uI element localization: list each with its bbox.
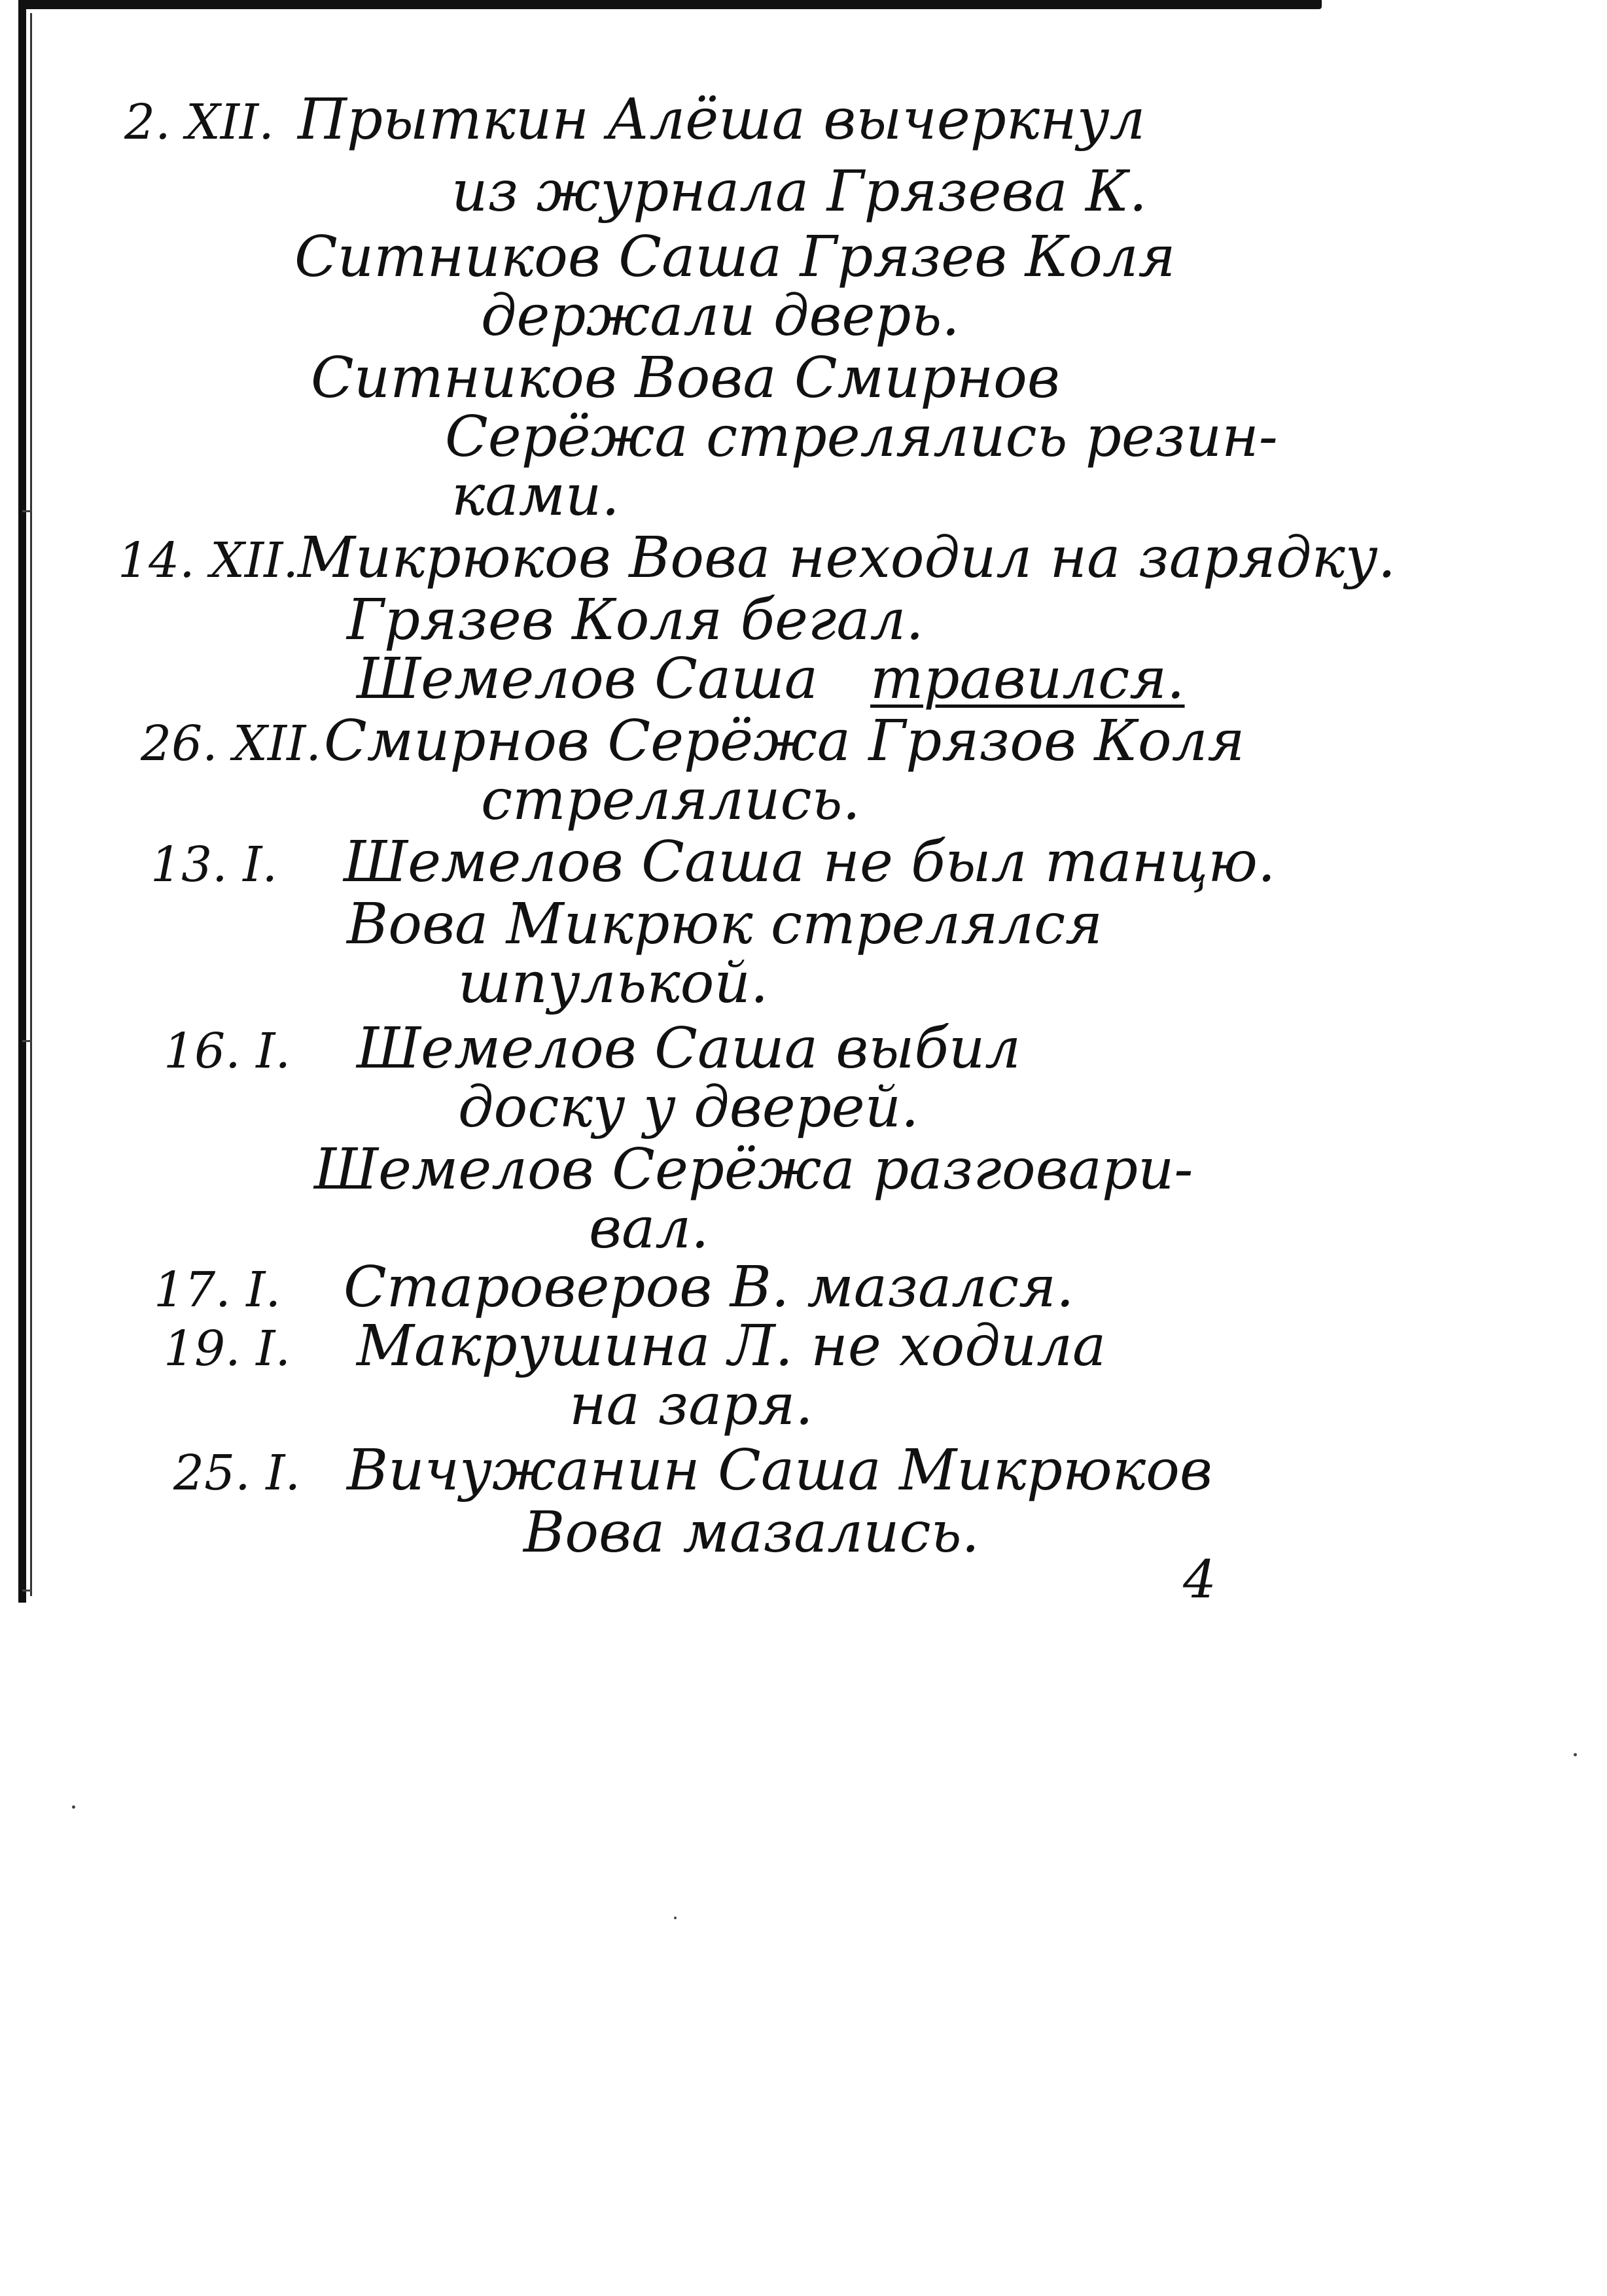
entry-date: 25. I.: [173, 1445, 300, 1501]
entry-date: 26. XII.: [141, 716, 321, 772]
scan-speck: [674, 1917, 677, 1919]
entry-line: держали дверь.: [481, 283, 960, 349]
entry-line: Микрюков Вова неходил на зарядку.: [298, 525, 1396, 591]
entry-line: доску у дверей.: [458, 1075, 919, 1140]
entry-line: Вова Микрюк стрелялся: [347, 892, 1103, 957]
entry-date: 2. XII.: [124, 94, 274, 150]
entry-line: Ситников Саша Грязев Коля: [294, 224, 1176, 290]
entry-line: Ситников Вова Смирнов: [311, 345, 1060, 411]
entry-date: 14. XII.: [118, 532, 298, 589]
entry-line: Староверов В. мазался.: [344, 1255, 1074, 1320]
entry-line: Вова мазались.: [523, 1500, 980, 1565]
entry-line: Шемелов Саша выбил: [357, 1016, 1021, 1081]
entry-line: шпулькой.: [458, 950, 769, 1016]
entry-date: 13. I.: [150, 837, 277, 893]
entry-line: Прыткин Алёша вычеркнул: [298, 87, 1146, 152]
entry-line: Серёжа стрелялись резин-: [445, 404, 1278, 470]
entry-line: вал.: [589, 1196, 709, 1261]
entry-line: на заря.: [569, 1372, 813, 1438]
entry-line: ками.: [451, 463, 620, 529]
scan-speck: [1574, 1753, 1577, 1756]
entry-line: Смирнов Серёжа Грязов Коля: [324, 708, 1245, 774]
entry-line: Шемелов Саша: [357, 646, 818, 712]
entry-line: Макрушина Л. не ходила: [357, 1313, 1106, 1379]
entry-line-underlined: травился.: [870, 646, 1185, 712]
entry-date: 19. I.: [164, 1321, 291, 1377]
scan-speck: [72, 1805, 75, 1809]
entry-line: Вичужанин Саша Микрюков: [347, 1438, 1212, 1503]
page-number: 4: [1183, 1549, 1216, 1610]
entry-line: стрелялись.: [481, 767, 860, 833]
entry-date: 17. I.: [154, 1262, 281, 1318]
entry-line: из журнала Грязева К.: [451, 159, 1147, 224]
entry-line: Шемелов Серёжа разговари-: [314, 1137, 1193, 1202]
entry-line: Шемелов Саша не был танцю.: [344, 829, 1276, 895]
entry-line: Грязев Коля бегал.: [347, 587, 924, 653]
entry-date: 16. I.: [164, 1023, 291, 1079]
